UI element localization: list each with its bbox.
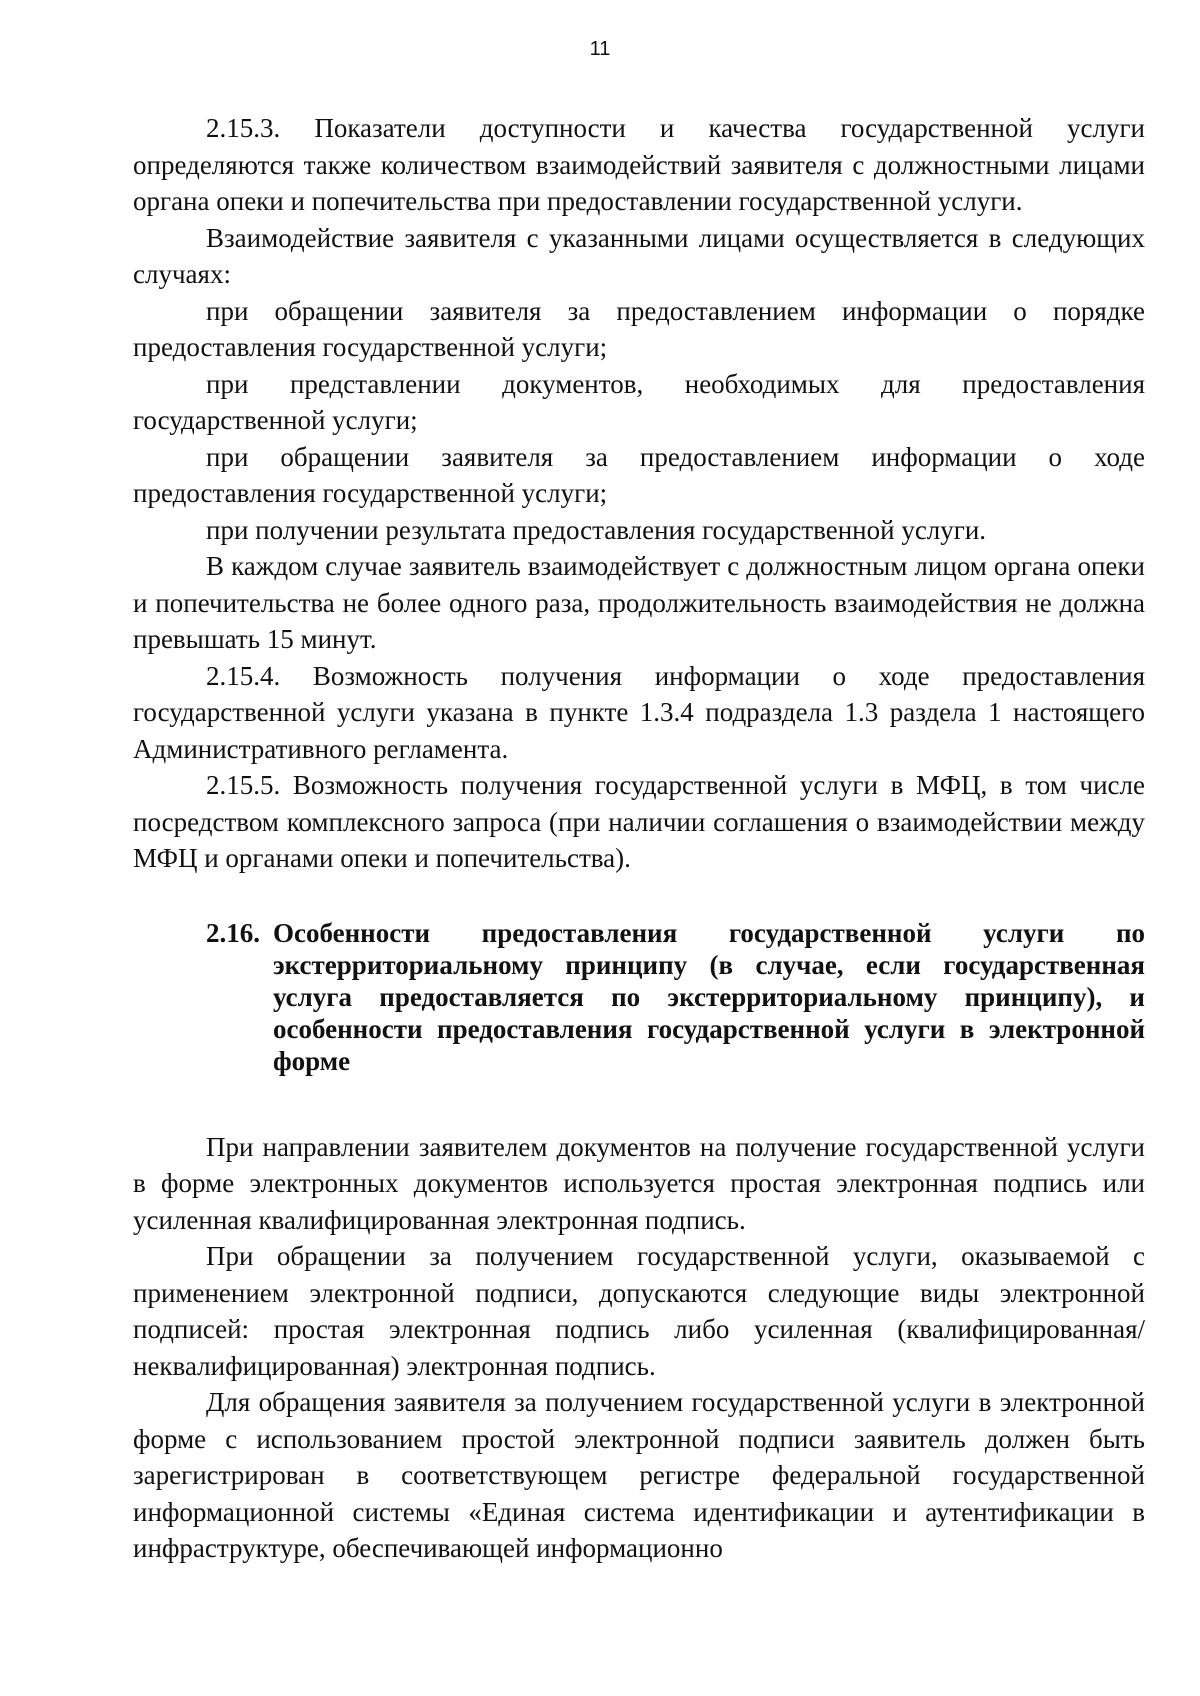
paragraph-electronic-signature: При направлении заявителем документов на получение государственной услуги в форме электронных документов используется простая электронная подпись или усиленная квалифицированная электронная подпись.: [133, 1131, 1145, 1235]
section-number: 2.16.: [206, 917, 260, 948]
list-item-case-2: при представлении документов, необходимых для предоставления государственной услуги;: [133, 368, 1145, 435]
paragraph-2-15-3: 2.15.3. Показатели доступности и качества государственной услуги определяются также количеством взаимодействий заявителя с должностными лицами органа опеки и попечительства при предоставлении государственной услуги.: [133, 113, 1145, 216]
section-heading-2-16: [206, 917, 1145, 1077]
paragraph-interaction-cases: Взаимодействие заявителя с указанными лицами осуществляется в следующих случаях:: [133, 222, 1145, 289]
paragraph-signature-types: При обращении за получением государственной услуги, оказываемой с применением электронной подписи, допускаются следующие виды электронной подписей: простая электронная подпись либо усиленная (квалифицированная/неквалифицированная) электронная подпись.: [133, 1241, 1145, 1381]
paragraph-esia-registration: Для обращения заявителя за получением государственной услуги в электронной форме с использованием простой электронной подписи заявитель должен быть зарегистрирован в соответствующем регистре федеральной государственной информационной системы «Единая система идентификации и аутентификации в инфраструктуре, обеспечивающей информационно: [133, 1387, 1145, 1563]
paragraph-2-15-4: 2.15.4. Возможность получения информации о ходе предоставления государственной услуги указана в пункте 1.3.4 подраздела 1.3 раздела 1 настоящего Административного регламента.: [133, 660, 1145, 764]
list-item-case-3: при обращении заявителя за предоставлением информации о ходе предоставления государственной услуги;: [133, 441, 1145, 508]
list-item-case-4: при получении результата предоставления государственной услуги.: [206, 514, 987, 545]
section-title: Особенности предоставления государственной услуги по экстерриториальному принципу (в случае, если государственная услуга предоставляется по экстерриториальному принципу), и особенности предоставления государственной услуги в электронной форме: [273, 917, 1145, 1076]
list-item-case-1: при обращении заявителя за предоставлением информации о порядке предоставления государственной услуги;: [133, 295, 1145, 362]
paragraph-2-15-5: 2.15.5. Возможность получения государственной услуги в МФЦ, в том числе посредством комплексного запроса (при наличии соглашения о взаимодействии между МФЦ и органами опеки и попечительства).: [133, 770, 1145, 873]
page-number: 11: [589, 38, 611, 60]
paragraph-interaction-limit: В каждом случае заявитель взаимодействует с должностным лицом органа опеки и попечительства не более одного раза, продолжительность взаимодействия не должна превышать 15 минут.: [133, 551, 1145, 654]
document-body: [133, 110, 1145, 1567]
